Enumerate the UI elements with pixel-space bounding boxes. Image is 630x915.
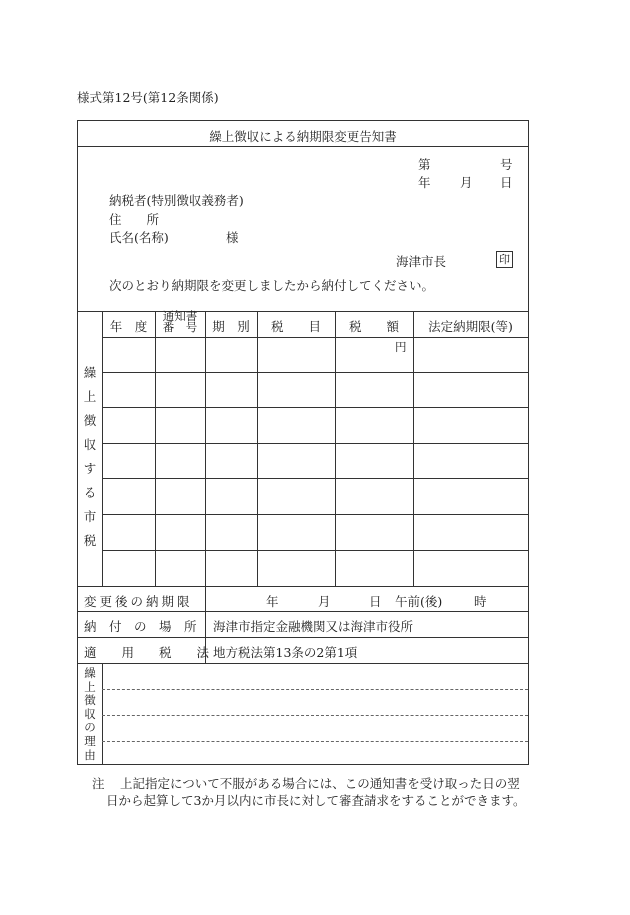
instruction-text: 次のとおり納期限を変更しましたから納付してください。 [109,278,435,293]
side-char: 収 [83,437,97,452]
side-char: 徴 [84,693,96,708]
notice-form [77,120,529,765]
deadline-hour: 時 [474,594,487,609]
row-line [102,407,528,408]
issuer-label: 海津市長 [396,254,447,269]
form-title: 繰上徴収による納期限変更告知書 [209,129,397,144]
reason-side-label [78,667,102,762]
side-char: 収 [84,706,96,721]
row-line [102,478,528,479]
side-char: 理 [84,733,96,748]
table-line [102,663,103,765]
table-line [205,311,206,586]
applicable-law-label: 適 用 税 法 [84,645,210,660]
deadline-month: 月 [318,594,331,609]
seal-mark: 印 [496,251,513,268]
divider [78,586,528,587]
side-char: 市 [83,509,97,524]
col-header-period: 期 別 [212,319,250,334]
row-line [102,372,528,373]
col-header-line: 通知書 [162,309,198,323]
side-char: 税 [83,533,97,548]
number-suffix: 号 [500,157,513,172]
row-line [102,443,528,444]
date-day-label: 日 [500,175,513,190]
changed-deadline-label: 変更後の納期限 [84,594,193,609]
tax-table-side-label [78,361,102,553]
table-line [155,311,156,586]
taxpayer-label: 納税者(特別徴収義務者) [109,193,244,208]
col-header-notice-number [155,311,205,333]
honorific: 様 [226,230,239,245]
deadline-ampm: 午前(後) [395,594,443,609]
reason-line [102,741,528,742]
side-char: る [83,485,97,500]
col-header-legal-deadline: 法定納期限(等) [428,319,513,334]
side-char: 繰 [83,365,97,380]
side-char: 由 [84,747,96,762]
table-line [413,311,414,586]
name-label: 氏名(名称) [109,230,169,245]
divider [78,637,528,638]
side-char: 上 [83,389,97,404]
divider [78,311,528,312]
row-line [102,337,528,338]
date-month-label: 月 [460,175,473,190]
deadline-year: 年 [266,594,279,609]
table-line [257,311,258,586]
side-char: 徴 [83,413,97,428]
divider [78,611,528,612]
date-year-label: 年 [418,175,431,190]
form-number-label: 様式第12号(第12条関係) [77,90,219,105]
col-header-tax-item: 税 目 [270,319,321,334]
deadline-day: 日 [369,594,382,609]
applicable-law-value: 地方税法第13条の2第1項 [213,645,358,660]
payment-place-value: 海津市指定金融機関又は海津市役所 [213,619,414,634]
number-label: 第 [418,157,431,172]
side-char: の [84,720,96,735]
side-char: す [83,461,97,476]
col-header-line: 番 号 [162,320,198,334]
address-label: 住 所 [109,212,160,227]
col-header-tax-amount: 税 額 [348,319,399,334]
row-line [102,550,528,551]
divider [78,146,528,147]
table-line [335,311,336,586]
note-line-2: 日から起算して3か月以内に市長に対して審査請求をすることができます。 [106,793,526,808]
col-header-year: 年 度 [109,319,148,334]
divider [78,663,528,664]
row-line [102,514,528,515]
side-char: 繰 [84,666,96,680]
note-prefix: 注 [92,776,105,791]
table-line [102,311,103,586]
payment-place-label: 納 付 の 場 所 [84,619,197,634]
amount-unit: 円 [395,340,407,354]
reason-line [102,715,528,716]
side-char: 上 [84,679,96,694]
note-line-1: 上記指定について不服がある場合には、この通知書を受け取った日の翌 [120,776,520,791]
reason-line [102,689,528,690]
